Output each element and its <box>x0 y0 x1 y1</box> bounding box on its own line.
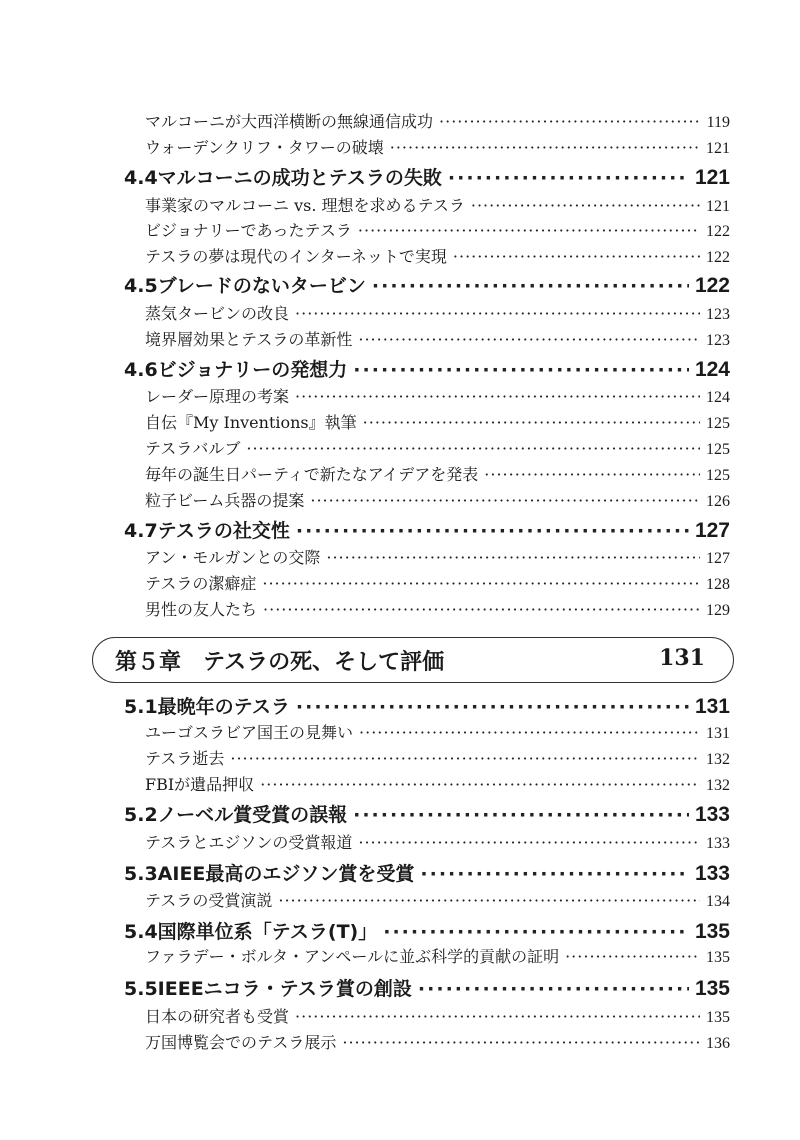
dot-leader <box>295 385 700 409</box>
dot-leader <box>418 974 689 1004</box>
dot-leader <box>383 917 689 947</box>
toc-subsection-entry <box>145 721 730 745</box>
entry-page-number: 119 <box>706 114 730 131</box>
entry-page-number: 121 <box>706 198 730 215</box>
entry-page-number: 135 <box>694 920 730 943</box>
entry-page-number: 128 <box>706 576 730 593</box>
toc-subsection-entry <box>145 831 730 855</box>
entry-page-number: 125 <box>706 441 730 458</box>
toc-section-entry <box>124 271 730 301</box>
section-number: 4.4 <box>124 167 158 189</box>
entry-page-number: 135 <box>694 977 730 1000</box>
toc-subsection-entry <box>145 1031 730 1055</box>
dot-leader <box>453 245 700 269</box>
section-number: 5.1 <box>124 696 158 718</box>
toc-section-entry <box>124 974 730 1004</box>
section-number: 4.6 <box>124 359 158 381</box>
dot-leader <box>471 194 700 218</box>
toc-section-entry <box>124 800 730 830</box>
entry-page-number: 124 <box>706 389 730 406</box>
dot-leader <box>358 831 700 855</box>
dot-leader <box>390 136 700 160</box>
toc-subsection-entry <box>145 110 730 134</box>
entry-title: ノーベル賞受賞の誤報 <box>157 804 348 826</box>
toc-subsection-entry <box>145 245 730 269</box>
entry-page-number: 131 <box>706 725 730 742</box>
chapter-title: 第５章 テスラの死、そして評価 <box>115 649 445 675</box>
toc-subsection-entry <box>145 773 730 797</box>
entry-page-number: 122 <box>694 274 730 297</box>
dot-leader <box>295 302 700 326</box>
entry-title: ビジョナリーの発想力 <box>157 359 348 381</box>
entry-page-number: 121 <box>694 166 730 189</box>
toc-subsection-entry <box>145 945 730 969</box>
entry-title: ウォーデンクリフ・タワーの破壊 <box>145 138 384 157</box>
entry-page-number: 135 <box>706 1009 730 1026</box>
entry-title: 最晩年のテスラ <box>157 696 290 718</box>
entry-page-number: 123 <box>706 306 730 323</box>
entry-title: IEEEニコラ・テスラ賞の創設 <box>157 978 412 1000</box>
entry-page-number: 121 <box>706 140 730 157</box>
entry-page-number: 125 <box>706 415 730 432</box>
entry-title: ユーゴスラビア国王の見舞い <box>145 723 354 742</box>
entry-title: 国際単位系「テスラ(T)」 <box>157 921 378 943</box>
chapter-5-heading <box>92 637 734 683</box>
dot-leader <box>565 945 700 969</box>
entry-title: 境界層効果とテスラの革新性 <box>145 330 353 349</box>
entry-title: マルコーニが大西洋横断の無線通信成功 <box>145 112 434 131</box>
toc-subsection-entry <box>145 302 730 326</box>
chapter-page-number: 131 <box>659 645 705 671</box>
entry-title: ブレードのないタービン <box>157 275 366 297</box>
toc-subsection-entry <box>145 463 730 487</box>
entry-title: ファラデー・ボルタ・アンペールに並ぶ科学的貢献の証明 <box>145 947 560 966</box>
section-number: 5.5 <box>124 978 158 1000</box>
entry-title: テスラの潔癖症 <box>145 574 257 593</box>
toc-section-entry <box>124 917 730 947</box>
dot-leader <box>260 773 700 797</box>
entry-page-number: 135 <box>706 949 730 966</box>
dot-leader <box>263 598 700 622</box>
dot-leader <box>262 572 700 596</box>
toc-subsection-entry <box>145 598 730 622</box>
entry-title: 蒸気タービンの改良 <box>145 304 290 323</box>
toc-section-entry <box>124 355 730 385</box>
entry-page-number: 134 <box>706 893 730 910</box>
dot-leader <box>484 463 700 487</box>
entry-page-number: 136 <box>706 1035 730 1052</box>
entry-page-number: 132 <box>706 777 730 794</box>
entry-page-number: 124 <box>694 358 730 381</box>
entry-page-number: 123 <box>706 332 730 349</box>
dot-leader <box>342 1031 700 1055</box>
section-number: 4.7 <box>124 520 158 542</box>
entry-page-number: 131 <box>694 695 730 718</box>
dot-leader <box>439 110 701 134</box>
dot-leader <box>448 163 689 193</box>
entry-title: 事業家のマルコーニ vs. 理想を求めるテスラ <box>145 196 465 215</box>
toc-subsection-entry <box>145 328 730 352</box>
toc-subsection-entry <box>145 889 730 913</box>
entry-page-number: 129 <box>706 602 730 619</box>
toc-subsection-entry <box>145 489 730 513</box>
dot-leader <box>359 721 700 745</box>
dot-leader <box>372 271 689 301</box>
entry-page-number: 133 <box>694 862 730 885</box>
section-number: 5.2 <box>124 804 158 826</box>
entry-title: テスラバルブ <box>145 439 241 458</box>
section-number: 4.5 <box>124 275 158 297</box>
entry-title: 日本の研究者も受賞 <box>145 1007 290 1026</box>
toc-subsection-entry <box>145 437 730 461</box>
dot-leader <box>420 859 689 889</box>
toc-subsection-entry <box>145 747 730 771</box>
dot-leader <box>310 489 700 513</box>
toc-section-entry <box>124 859 730 889</box>
entry-title: ビジョナリーであったテスラ <box>145 221 352 240</box>
entry-page-number: 126 <box>706 493 730 510</box>
entry-page-number: 125 <box>706 467 730 484</box>
toc-subsection-entry <box>145 411 730 435</box>
toc-subsection-entry <box>145 385 730 409</box>
entry-title: 自伝『My Inventions』執筆 <box>145 413 357 432</box>
entry-page-number: 132 <box>706 751 730 768</box>
dot-leader <box>363 411 700 435</box>
dot-leader <box>353 355 689 385</box>
dot-leader <box>296 516 689 546</box>
entry-title: テスラとエジソンの受賞報道 <box>145 833 353 852</box>
entry-page-number: 122 <box>706 223 730 240</box>
dot-leader <box>326 546 700 570</box>
dot-leader <box>246 437 700 461</box>
entry-title: テスラの社交性 <box>157 520 290 542</box>
entry-page-number: 133 <box>706 835 730 852</box>
section-number: 5.4 <box>124 921 158 943</box>
dot-leader <box>296 692 689 722</box>
entry-title: アン・モルガンとの交際 <box>145 548 321 567</box>
toc-subsection-entry <box>145 1005 730 1029</box>
entry-title: 万国博覧会でのテスラ展示 <box>145 1033 337 1052</box>
entry-title: マルコーニの成功とテスラの失敗 <box>157 167 442 189</box>
entry-page-number: 127 <box>694 519 730 542</box>
toc-subsection-entry <box>145 572 730 596</box>
entry-title: テスラ逝去 <box>145 749 225 768</box>
toc-section-entry <box>124 163 730 193</box>
entry-title: FBIが遺品押収 <box>145 775 255 794</box>
section-number: 5.3 <box>124 863 158 885</box>
toc-subsection-entry <box>145 136 730 160</box>
dot-leader <box>230 747 700 771</box>
dot-leader <box>278 889 700 913</box>
entry-title: 男性の友人たち <box>145 600 258 619</box>
entry-page-number: 127 <box>706 550 730 567</box>
dot-leader <box>353 800 689 830</box>
entry-title: レーダー原理の考案 <box>145 387 290 406</box>
entry-title: AIEE最高のエジソン賞を受賞 <box>157 863 415 885</box>
dot-leader <box>358 219 700 243</box>
dot-leader <box>295 1005 700 1029</box>
entry-page-number: 133 <box>694 803 730 826</box>
entry-page-number: 122 <box>706 249 730 266</box>
entry-title: 毎年の誕生日パーティで新たなアイデアを発表 <box>145 465 479 484</box>
dot-leader <box>358 328 700 352</box>
toc-subsection-entry <box>145 219 730 243</box>
toc-section-entry <box>124 692 730 722</box>
entry-title: 粒子ビーム兵器の提案 <box>145 491 305 510</box>
entry-title: テスラの受賞演説 <box>145 891 273 910</box>
toc-subsection-entry <box>145 194 730 218</box>
entry-title: テスラの夢は現代のインターネットで実現 <box>145 247 447 266</box>
toc-subsection-entry <box>145 546 730 570</box>
toc-section-entry <box>124 516 730 546</box>
